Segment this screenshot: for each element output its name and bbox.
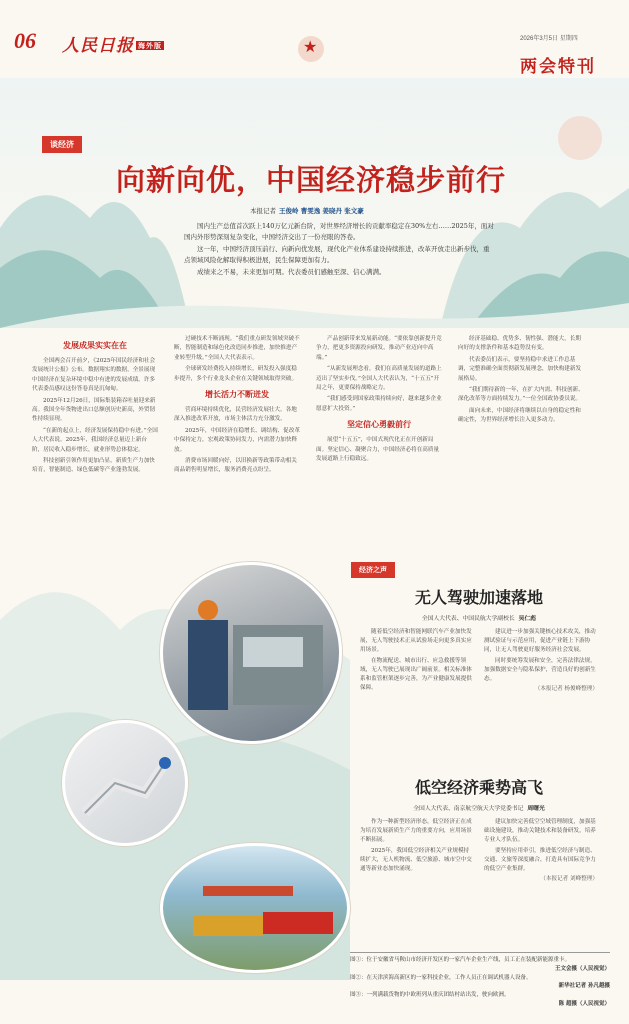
lead-paragraph: 这一年，中国经济顶压前行、向新向优发展，现代化产业体系建设持续推进，改革开放走出新步伐，重点领域风险化解取得积极进展，民生保障更加有力。 bbox=[184, 245, 490, 264]
story-title: 低空经济乘势高飞 bbox=[414, 778, 543, 797]
story-signature: （本报记者 刘峰整理） bbox=[540, 876, 598, 883]
train-icon bbox=[163, 846, 350, 973]
story-body bbox=[360, 818, 598, 884]
caption-credit: 新华社记者 孙凡越摄 bbox=[558, 983, 610, 990]
body-paragraph: 营商环境持续优化，民营经济发展壮大。各地深入推进改革开放，市场主体活力充分激发。 bbox=[174, 407, 297, 423]
photo-truck-assembly bbox=[160, 562, 342, 744]
subhead: 发展成果实实在在 bbox=[63, 341, 127, 350]
story-reporter bbox=[360, 613, 598, 622]
body-paragraph: 2025年12月26日，国际集装箱吞吐量迎来新高。我国全年货物进出口总额创历史新高，外贸韧性持续显现。 bbox=[32, 397, 156, 423]
story-reporter bbox=[360, 803, 598, 812]
masthead bbox=[0, 0, 629, 78]
story-column bbox=[484, 628, 598, 694]
story-paragraph: 要坚持应用牵引，推进低空经济与制造、交通、文旅等深度融合，打造具有国际竞争力的低空产业集群。 bbox=[484, 847, 596, 873]
article-column-1 bbox=[32, 335, 158, 478]
story-signature: （本报记者 杨俊峰整理） bbox=[534, 686, 598, 693]
main-article-body bbox=[32, 335, 602, 545]
caption-text: 图③：一列满载货物的中欧班列从重庆团结村站出发，驶向欧洲。 bbox=[350, 992, 510, 999]
body-paragraph: 过硬技术不断涌现。“我们重点研发领域突破不断，智能制造和绿色化改造同步推进，加快推进产业转型升级。”全国人大代表表示。 bbox=[174, 336, 300, 361]
star-emblem-icon bbox=[298, 36, 324, 62]
caption-text: 图①：位于安徽省马鞍山市经济开发区的一家汽车企业生产线，员工正在装配新能源重卡。 bbox=[350, 957, 571, 963]
byline bbox=[250, 206, 364, 215]
body-paragraph: 2025年，中国经济在稳增长、调结构、促改革中保持定力，宏观政策协同发力，内需潜力加快释放。 bbox=[174, 427, 300, 453]
photo-freight-train bbox=[160, 843, 350, 973]
body-paragraph: 全国两会召开前夕，《2025年国民经济和社会发展统计公报》公布。数据翔实的数据，全景展现中国经济在复杂环境中稳中有进的发展成绩。许多代表委员感叹这份答卷真是沉甸甸。 bbox=[32, 358, 156, 393]
story-title: 无人驾驶加速落地 bbox=[414, 588, 543, 607]
article-column-4 bbox=[458, 335, 584, 428]
reporter-name: 吴仁彪 bbox=[518, 616, 537, 622]
story-autonomous-driving bbox=[360, 585, 598, 694]
body-paragraph: 产品创新带来发展新动能。“要依靠创新提升竞争力，把更多资源投向研发，推动产业迈向中高端。” bbox=[316, 336, 442, 361]
subhead: 增长活力不断迸发 bbox=[205, 390, 269, 400]
story-paragraph: 作为一种新型经济形态，低空经济正在成为培育发展新质生产力的重要方向，应用场景不断拓展。 bbox=[360, 819, 472, 844]
story-paragraph: 2025年，我国低空经济相关产业规模持续扩大，无人机物流、低空旅游、城市空中交通等新业态加快涌现。 bbox=[360, 847, 472, 873]
story-paragraph: 随着低空经济和智能网联汽车产业加快发展，无人驾驶技术正从试验场走向更多真实应用场景。 bbox=[360, 629, 472, 654]
byline-label: 本报记者 bbox=[250, 207, 276, 215]
story-paragraph: 建议进一步加强关键核心技术攻关，推动测试验证与示范应用，促进产业链上下游协同，让无人驾驶更好服务经济社会发展。 bbox=[484, 629, 596, 654]
story-paragraph: 同时要统筹发展和安全，完善法律法规，加强数据安全与隐私保护，营造良好的创新生态。 bbox=[484, 657, 596, 683]
lead-paragraph: 国内生产总值首次跃上140万亿元新台阶，对世界经济增长的贡献率稳定在30%左右……2025年，面对国内外形势深刻复杂变化，中国经济交出了一份亮眼的答卷。 bbox=[184, 222, 494, 241]
story-body bbox=[360, 628, 598, 694]
body-paragraph: “在新的起点上，经济发展保持稳中有进。”全国人大代表说。2025年，我国经济总量迈上新台阶，居民收入稳步增长，就业形势总体稳定。 bbox=[32, 427, 158, 453]
hero-banner bbox=[0, 78, 629, 328]
story-column bbox=[360, 818, 474, 884]
body-paragraph: 展望“十五五”，中国式现代化正在开创新局面。坚定信心、凝聚合力，中国经济必将在高质量发展道路上行稳致远。 bbox=[316, 437, 440, 463]
newspaper-logo bbox=[62, 31, 164, 56]
article-column-2 bbox=[174, 335, 300, 478]
caption-text: 图②：在天津滨海高新区的一家科技企业，工作人员正在调试机器人设备。 bbox=[350, 974, 532, 981]
body-paragraph: “从新发展理念看，我们在高质量发展的道路上迈出了坚实步伐。”全国人大代表认为，“十五五”开局之年，更要保持战略定力。 bbox=[316, 366, 442, 392]
reporter-name: 周曙光 bbox=[527, 806, 545, 812]
page-number: 06 bbox=[14, 28, 36, 53]
body-paragraph: 代表委员们表示，要坚持稳中求进工作总基调，完整准确全面贯彻新发展理念，加快构建新发展格局。 bbox=[458, 356, 582, 382]
body-paragraph: “我们期待新的一年，在扩大内需、科技创新、深化改革等方面持续发力。”一位全国政协委员说。 bbox=[458, 387, 584, 403]
subhead: 坚定信心勇毅前行 bbox=[347, 420, 411, 430]
section-title: 两会特刊 bbox=[520, 57, 596, 77]
edition-badge: 海外版 bbox=[138, 41, 162, 50]
newspaper-name: 人民日报 bbox=[62, 36, 134, 56]
body-paragraph: “我们感受到国家政策持续向好，越来越多企业愿意扩大投资。” bbox=[316, 396, 442, 412]
dateline: 2026年3月5日 星期四 bbox=[520, 36, 578, 42]
story-paragraph: 在物流配送、城市出行、应急救援等领域，无人驾驶已展现出广阔前景。相关标准体系和监管框架逐步完善，为产业健康发展提供保障。 bbox=[360, 657, 472, 692]
article-column-3 bbox=[316, 335, 442, 466]
body-paragraph: 面向未来，中国经济将继续以自身的稳定性和确定性，为世界经济增长注入更多动力。 bbox=[458, 407, 581, 424]
headline: 向新向优，中国经济稳步前行 bbox=[116, 163, 507, 197]
body-paragraph: 全球研发经费投入持续增长，研发投入强度稳步提升，多个行业龙头企业在关键领域取得突破。 bbox=[174, 366, 298, 382]
byline-reporters: 王俊岭 曹雯逸 姜晓丹 张文豪 bbox=[279, 207, 364, 215]
body-paragraph: 经济基础稳、优势多、韧性强、潜能大，长期向好的支撑条件和基本趋势没有变。 bbox=[458, 336, 581, 352]
body-paragraph: 消费市场回暖向好，以旧换新等政策带动相关商品销售明显增长，服务消费亮点纷呈。 bbox=[174, 458, 297, 474]
reporter-title: 全国人大代表、中国民航大学副校长 bbox=[421, 616, 515, 622]
photo-robot-arm bbox=[62, 720, 188, 846]
robot-arm-icon bbox=[65, 723, 188, 846]
mountain-illustration bbox=[0, 78, 629, 328]
reporter-title: 全国人大代表、南京航空航天大学党委书记 bbox=[413, 806, 524, 812]
caption-credit: 陈 超摄（人民视觉） bbox=[558, 1000, 610, 1007]
story-column bbox=[484, 818, 598, 884]
story-paragraph: 建议加快完善低空空域管理制度，加强基础设施建设，推动关键技术和装备研发，培养专业人才队伍。 bbox=[484, 819, 596, 844]
econ-section-tag: 经济之声 bbox=[351, 562, 395, 578]
truck-icon bbox=[163, 565, 342, 744]
story-column bbox=[360, 628, 474, 694]
lead-paragraphs bbox=[184, 221, 494, 279]
story-low-altitude-economy bbox=[360, 775, 598, 884]
lead-paragraph: 成绩来之不易，未来更加可期。代表委员们感触至深、信心满满。 bbox=[197, 268, 386, 276]
body-paragraph: 科技创新引领作用更加凸显，新质生产力加快培育，智能制造、绿色低碳等产业蓬勃发展。 bbox=[32, 458, 155, 474]
caption-credit: 王文会摄（人民视觉） bbox=[554, 965, 610, 972]
hero-tag: 谈经济 bbox=[42, 136, 82, 153]
photo-captions bbox=[350, 952, 610, 1009]
